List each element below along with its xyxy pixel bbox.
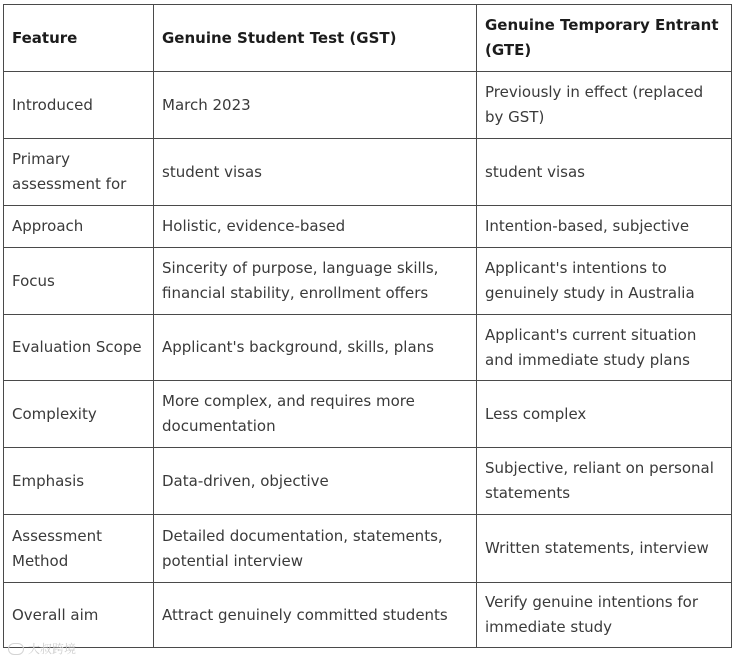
row-feature: Assessment Method (4, 515, 154, 583)
row-gst: March 2023 (154, 72, 477, 139)
row-gst: Holistic, evidence-based (154, 206, 477, 248)
table-row (4, 583, 732, 648)
row-gte: Written statements, interview (477, 515, 732, 583)
table-row (4, 381, 732, 448)
row-feature: Introduced (4, 72, 154, 139)
row-gte: Previously in effect (replaced by GST) (477, 72, 732, 139)
header-gst: Genuine Student Test (GST) (154, 5, 477, 72)
row-gst: Data-driven, objective (154, 448, 477, 515)
row-feature: Primary assessment for (4, 139, 154, 206)
row-gst: More complex, and requires more documentation (154, 381, 477, 448)
row-gte: student visas (477, 139, 732, 206)
table-row (4, 206, 732, 248)
row-feature: Overall aim (4, 583, 154, 648)
row-feature: Emphasis (4, 448, 154, 515)
table-row (4, 72, 732, 139)
row-gte: Verify genuine intentions for immediate study (477, 583, 732, 648)
row-gte: Subjective, reliant on personal statements (477, 448, 732, 515)
header-feature: Feature (4, 5, 154, 72)
row-feature: Evaluation Scope (4, 315, 154, 381)
row-gst: Detailed documentation, statements, potential interview (154, 515, 477, 583)
row-gte: Applicant's current situation and immediate study plans (477, 315, 732, 381)
row-gte: Less complex (477, 381, 732, 448)
header-gte: Genuine Temporary Entrant (GTE) (477, 5, 732, 72)
table-row (4, 315, 732, 381)
row-gst: Attract genuinely committed students (154, 583, 477, 648)
table-row (4, 139, 732, 206)
row-gte: Intention-based, subjective (477, 206, 732, 248)
row-gte: Applicant's intentions to genuinely study in Australia (477, 248, 732, 315)
row-gst: student visas (154, 139, 477, 206)
table-header-row (4, 5, 732, 72)
watermark-text: 大叔跨境 (28, 642, 77, 656)
table-row (4, 515, 732, 583)
comparison-table (3, 4, 732, 648)
row-gst: Applicant's background, skills, plans (154, 315, 477, 381)
table-row (4, 448, 732, 515)
row-feature: Focus (4, 248, 154, 315)
row-gst: Sincerity of purpose, language skills, financial stability, enrollment offers (154, 248, 477, 315)
wechat-icon (8, 643, 24, 655)
row-feature: Complexity (4, 381, 154, 448)
watermark (8, 640, 76, 657)
table-row (4, 248, 732, 315)
row-feature: Approach (4, 206, 154, 248)
